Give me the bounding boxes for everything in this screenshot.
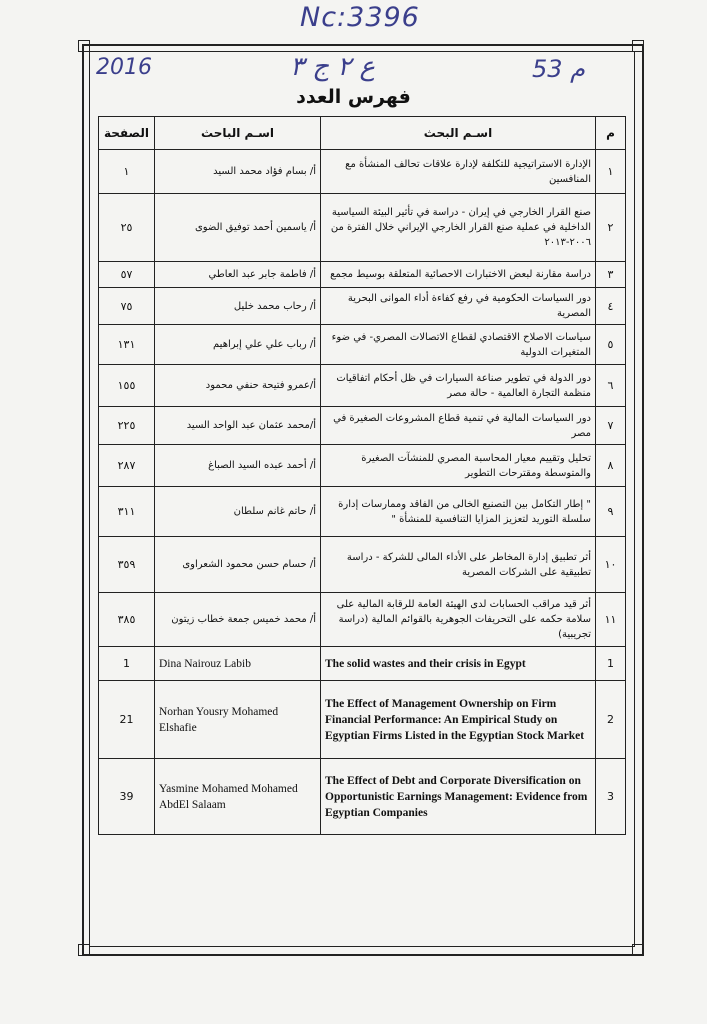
row-number-cell: ٢ — [596, 194, 626, 262]
researcher-cell: Dina Nairouz Labib — [155, 647, 321, 681]
row-number-cell: 2 — [596, 681, 626, 759]
research-title-cell: دور السياسات الحكومية في رفع كفاءة أداء الموانى البحرية المصرية — [321, 288, 596, 325]
header-no: م — [596, 117, 626, 150]
research-title-cell: الإدارة الاستراتيجية للتكلفة لإدارة علاقات تحالف المنشأة مع المنافسين — [321, 150, 596, 194]
page-cell: ١٣١ — [99, 325, 155, 365]
researcher-cell: أ/ رحاب محمد خليل — [155, 288, 321, 325]
research-title-cell: أثر تطبيق إدارة المخاطر على الأداء المالى للشركة - دراسة تطبيقية على الشركات المصرية — [321, 537, 596, 593]
frame-corner — [632, 944, 644, 956]
page-cell: ٣١١ — [99, 487, 155, 537]
researcher-cell: أ/ أحمد عبده السيد الصباغ — [155, 445, 321, 487]
research-title-cell: The Effect of Debt and Corporate Diversification on Opportunistic Earnings Management: Evidence from Egyptian Companies — [321, 759, 596, 835]
handwritten-year: 2016 — [96, 55, 152, 80]
research-title-cell: دور الدولة في تطوير صناعة السيارات في ظل أحكام اتفاقيات منظمة التجارة العالمية - حالة مصر — [321, 365, 596, 407]
table-row — [99, 194, 626, 262]
page-cell: 21 — [99, 681, 155, 759]
page-cell: ٣٥٩ — [99, 537, 155, 593]
page-cell: ٥٧ — [99, 262, 155, 288]
row-number-cell: 3 — [596, 759, 626, 835]
research-title-cell: سياسات الاصلاح الاقتصادي لقطاع الاتصالات المصري- في ضوء المتغيرات الدولية — [321, 325, 596, 365]
row-number-cell: ٧ — [596, 407, 626, 445]
table-row — [99, 325, 626, 365]
research-title-cell: " إطار التكامل بين التصنيع الخالى من الفاقد وممارسات إدارة سلسلة التوريد لتعزيز المزايا التنافسية للمنشأة " — [321, 487, 596, 537]
researcher-cell: Yasmine Mohamed Mohamed AbdEl Salaam — [155, 759, 321, 835]
table-row — [99, 593, 626, 647]
row-number-cell: ١١ — [596, 593, 626, 647]
row-number-cell: 1 — [596, 647, 626, 681]
table-row — [99, 647, 626, 681]
research-title-cell: The Effect of Management Ownership on Firm Financial Performance: An Empirical Study on Egyptian Firms Listed in the Egyptian Stock Market — [321, 681, 596, 759]
table-row — [99, 759, 626, 835]
handwritten-volume: 53 م — [532, 55, 586, 83]
researcher-cell: أ/ بسام فؤاد محمد السيد — [155, 150, 321, 194]
researcher-cell: أ/ ياسمين أحمد توفيق الضوى — [155, 194, 321, 262]
frame-corner — [78, 40, 90, 52]
researcher-cell: أ/ حاتم غانم سلطان — [155, 487, 321, 537]
frame-corner — [632, 40, 644, 52]
table-row — [99, 407, 626, 445]
page-cell: ٢٢٥ — [99, 407, 155, 445]
page-cell: ١ — [99, 150, 155, 194]
research-title-cell: The solid wastes and their crisis in Egypt — [321, 647, 596, 681]
header-page: الصفحة — [99, 117, 155, 150]
researcher-cell: أ/محمد عثمان عبد الواحد السيد — [155, 407, 321, 445]
handwritten-code: Nc:3396 — [300, 2, 420, 33]
header-researcher: اسـم الباحث — [155, 117, 321, 150]
row-number-cell: ٣ — [596, 262, 626, 288]
page-cell: 39 — [99, 759, 155, 835]
handwritten-issue: ع ٢ ج ٣ — [290, 52, 376, 82]
research-title-cell: أثر قيد مراقب الحسابات لدى الهيئة العامة للرقابة المالية على سلامة حكمه على التحريفات الجوهرية بالقوائم المالية (دراسة تجريبية) — [321, 593, 596, 647]
page-cell: ٧٥ — [99, 288, 155, 325]
row-number-cell: ٩ — [596, 487, 626, 537]
researcher-cell: أ/ رباب علي علي إبراهيم — [155, 325, 321, 365]
table-row — [99, 288, 626, 325]
researcher-cell: أ/ محمد خميس جمعة خطاب زيتون — [155, 593, 321, 647]
row-number-cell: ١٠ — [596, 537, 626, 593]
row-number-cell: ٦ — [596, 365, 626, 407]
table-header-row — [99, 117, 626, 150]
page-cell: ١٥٥ — [99, 365, 155, 407]
page-cell: ٢٨٧ — [99, 445, 155, 487]
row-number-cell: ١ — [596, 150, 626, 194]
table-row — [99, 445, 626, 487]
research-title-cell: صنع القرار الخارجي في إيران - دراسة في تأثير البيئة السياسية الداخلية في عملية صنع القرار الخارجي الإيراني خلال الفترة من ٢٠٠٦-٢٠١٣ — [321, 194, 596, 262]
researcher-cell: أ/ حسام حسن محمود الشعراوى — [155, 537, 321, 593]
table-row — [99, 681, 626, 759]
page-cell: 1 — [99, 647, 155, 681]
frame-corner — [78, 944, 90, 956]
table-row — [99, 150, 626, 194]
page-cell: ٢٥ — [99, 194, 155, 262]
research-title-cell: تحليل وتقييم معيار المحاسبة المصري للمنشآت الصغيرة والمتوسطة ومقترحات التطوير — [321, 445, 596, 487]
table-row — [99, 487, 626, 537]
researcher-cell: Norhan Yousry Mohamed Elshafie — [155, 681, 321, 759]
row-number-cell: ٤ — [596, 288, 626, 325]
contents-table — [98, 116, 626, 835]
table-row — [99, 262, 626, 288]
researcher-cell: أ/ فاطمة جابر عبد العاطي — [155, 262, 321, 288]
row-number-cell: ٥ — [596, 325, 626, 365]
row-number-cell: ٨ — [596, 445, 626, 487]
research-title-cell: دور السياسات المالية في تنمية قطاع المشروعات الصغيرة في مصر — [321, 407, 596, 445]
researcher-cell: أ/عمرو فتيحة حنفي محمود — [155, 365, 321, 407]
header-research: اسـم البحث — [321, 117, 596, 150]
table-row — [99, 365, 626, 407]
page-title: فهرس العدد — [296, 86, 411, 108]
research-title-cell: دراسة مقارنة لبعض الاختبارات الاحصائية المتعلقة بوسيط مجمع — [321, 262, 596, 288]
page-cell: ٣٨٥ — [99, 593, 155, 647]
table-row — [99, 537, 626, 593]
